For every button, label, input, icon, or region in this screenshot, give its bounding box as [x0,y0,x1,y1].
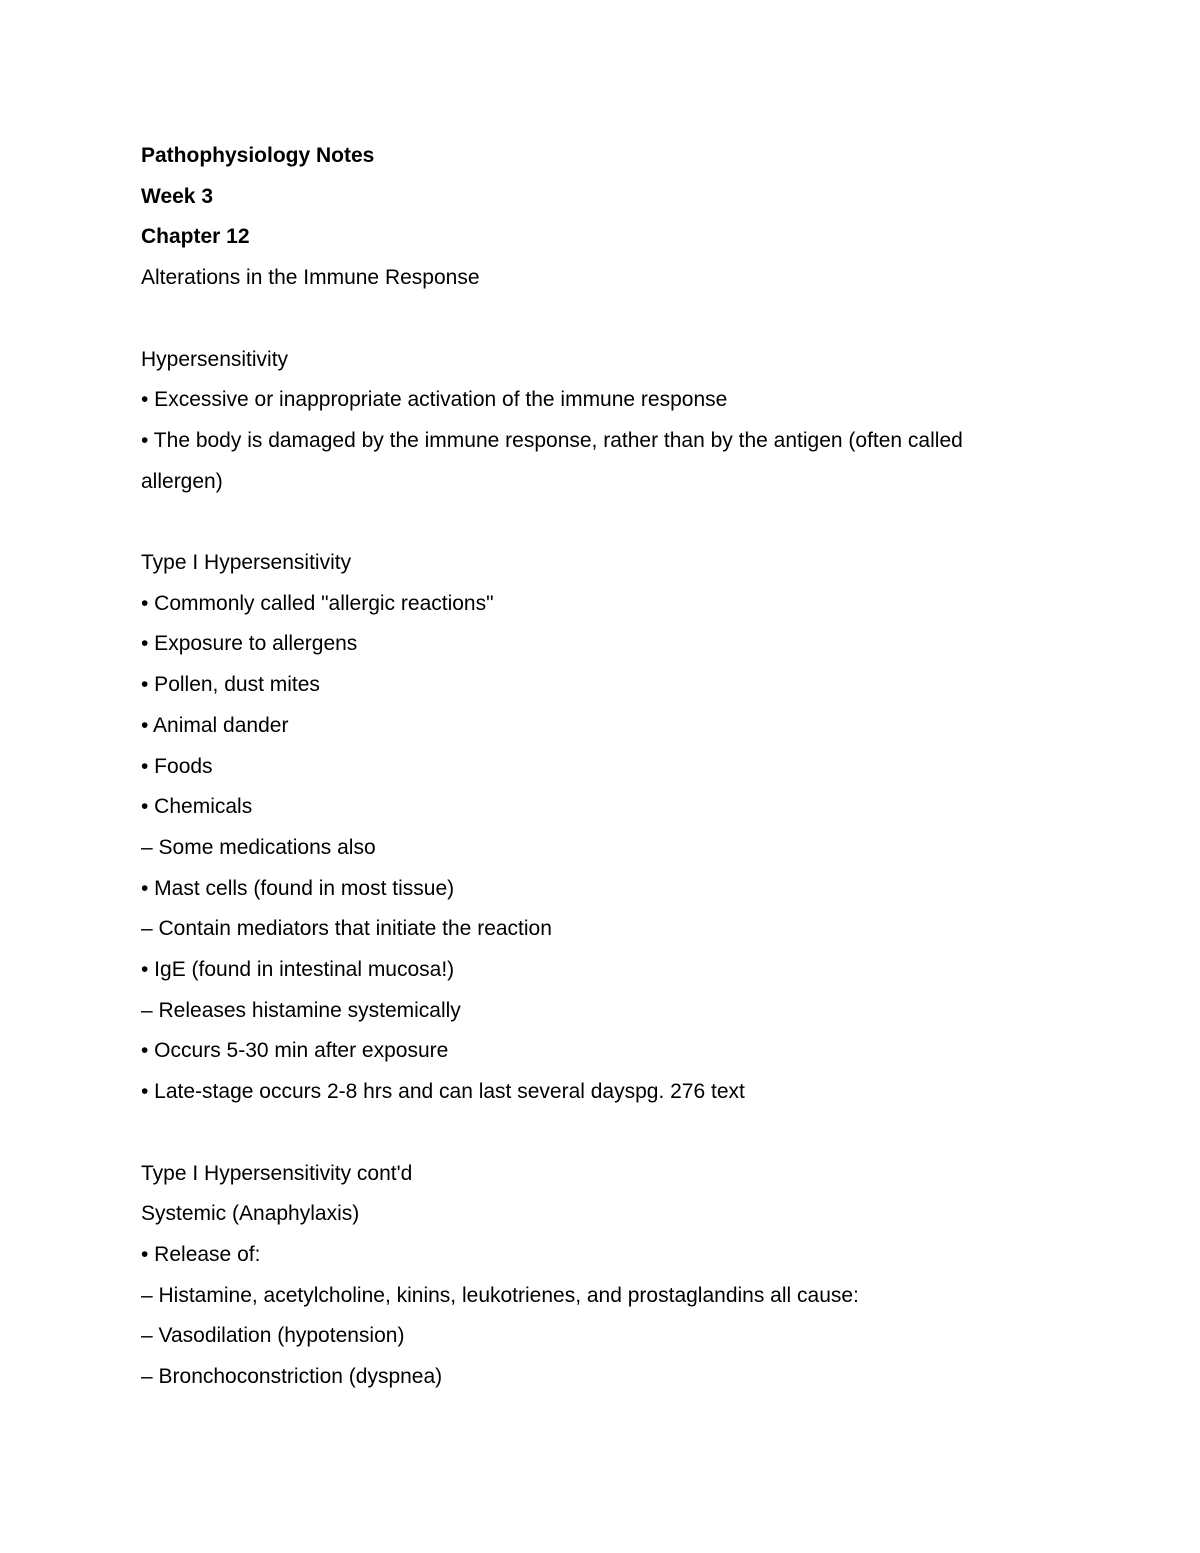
sub-bullet-item: – Histamine, acetylcholine, kinins, leukotrienes, and prostaglandins all cause: [141,1283,859,1307]
chapter-title: Alterations in the Immune Response [141,266,480,290]
document-body [141,136,1041,1398]
sub-bullet-item: – Bronchoconstriction (dyspnea) [141,1365,443,1389]
paragraph-spacer [141,502,1041,543]
bullet-item: • Animal dander [141,713,289,737]
chapter-label: Chapter 12 [141,225,250,249]
bullet-item: • Commonly called "allergic reactions" [141,591,494,615]
bullet-item: • Exposure to allergens [141,632,358,656]
bullet-item: • Release of: [141,1242,261,1266]
sub-bullet-item: – Some medications also [141,835,376,859]
bullet-item: • Excessive or inappropriate activation of the immune response [141,388,728,412]
section-heading-type1-contd: Type I Hypersensitivity cont'd [141,1161,413,1185]
paragraph-spacer [141,1113,1041,1154]
bullet-item: • The body is damaged by the immune response, rather than by the antigen (often called allergen) [141,428,963,493]
section-subheading-anaphylaxis: Systemic (Anaphylaxis) [141,1202,360,1226]
paragraph-spacer [141,299,1041,340]
section-heading-hypersensitivity: Hypersensitivity [141,347,289,371]
document-title: Pathophysiology Notes [141,144,375,167]
bullet-item: • Foods [141,754,213,778]
section-heading-type1: Type I Hypersensitivity [141,551,352,574]
sub-bullet-item: – Contain mediators that initiate the reaction [141,917,552,941]
bullet-item: • Pollen, dust mites [141,673,320,697]
week-label: Week 3 [141,184,213,208]
bullet-item: • Late-stage occurs 2-8 hrs and can last several dayspg. 276 text [141,1080,745,1104]
bullet-item: • IgE (found in intestinal mucosa!) [141,958,455,982]
bullet-item: • Mast cells (found in most tissue) [141,876,455,900]
sub-bullet-item: – Releases histamine systemically [141,998,461,1022]
sub-bullet-item: – Vasodilation (hypotension) [141,1324,405,1348]
bullet-item: • Occurs 5-30 min after exposure [141,1039,449,1063]
bullet-item: • Chemicals [141,795,253,819]
